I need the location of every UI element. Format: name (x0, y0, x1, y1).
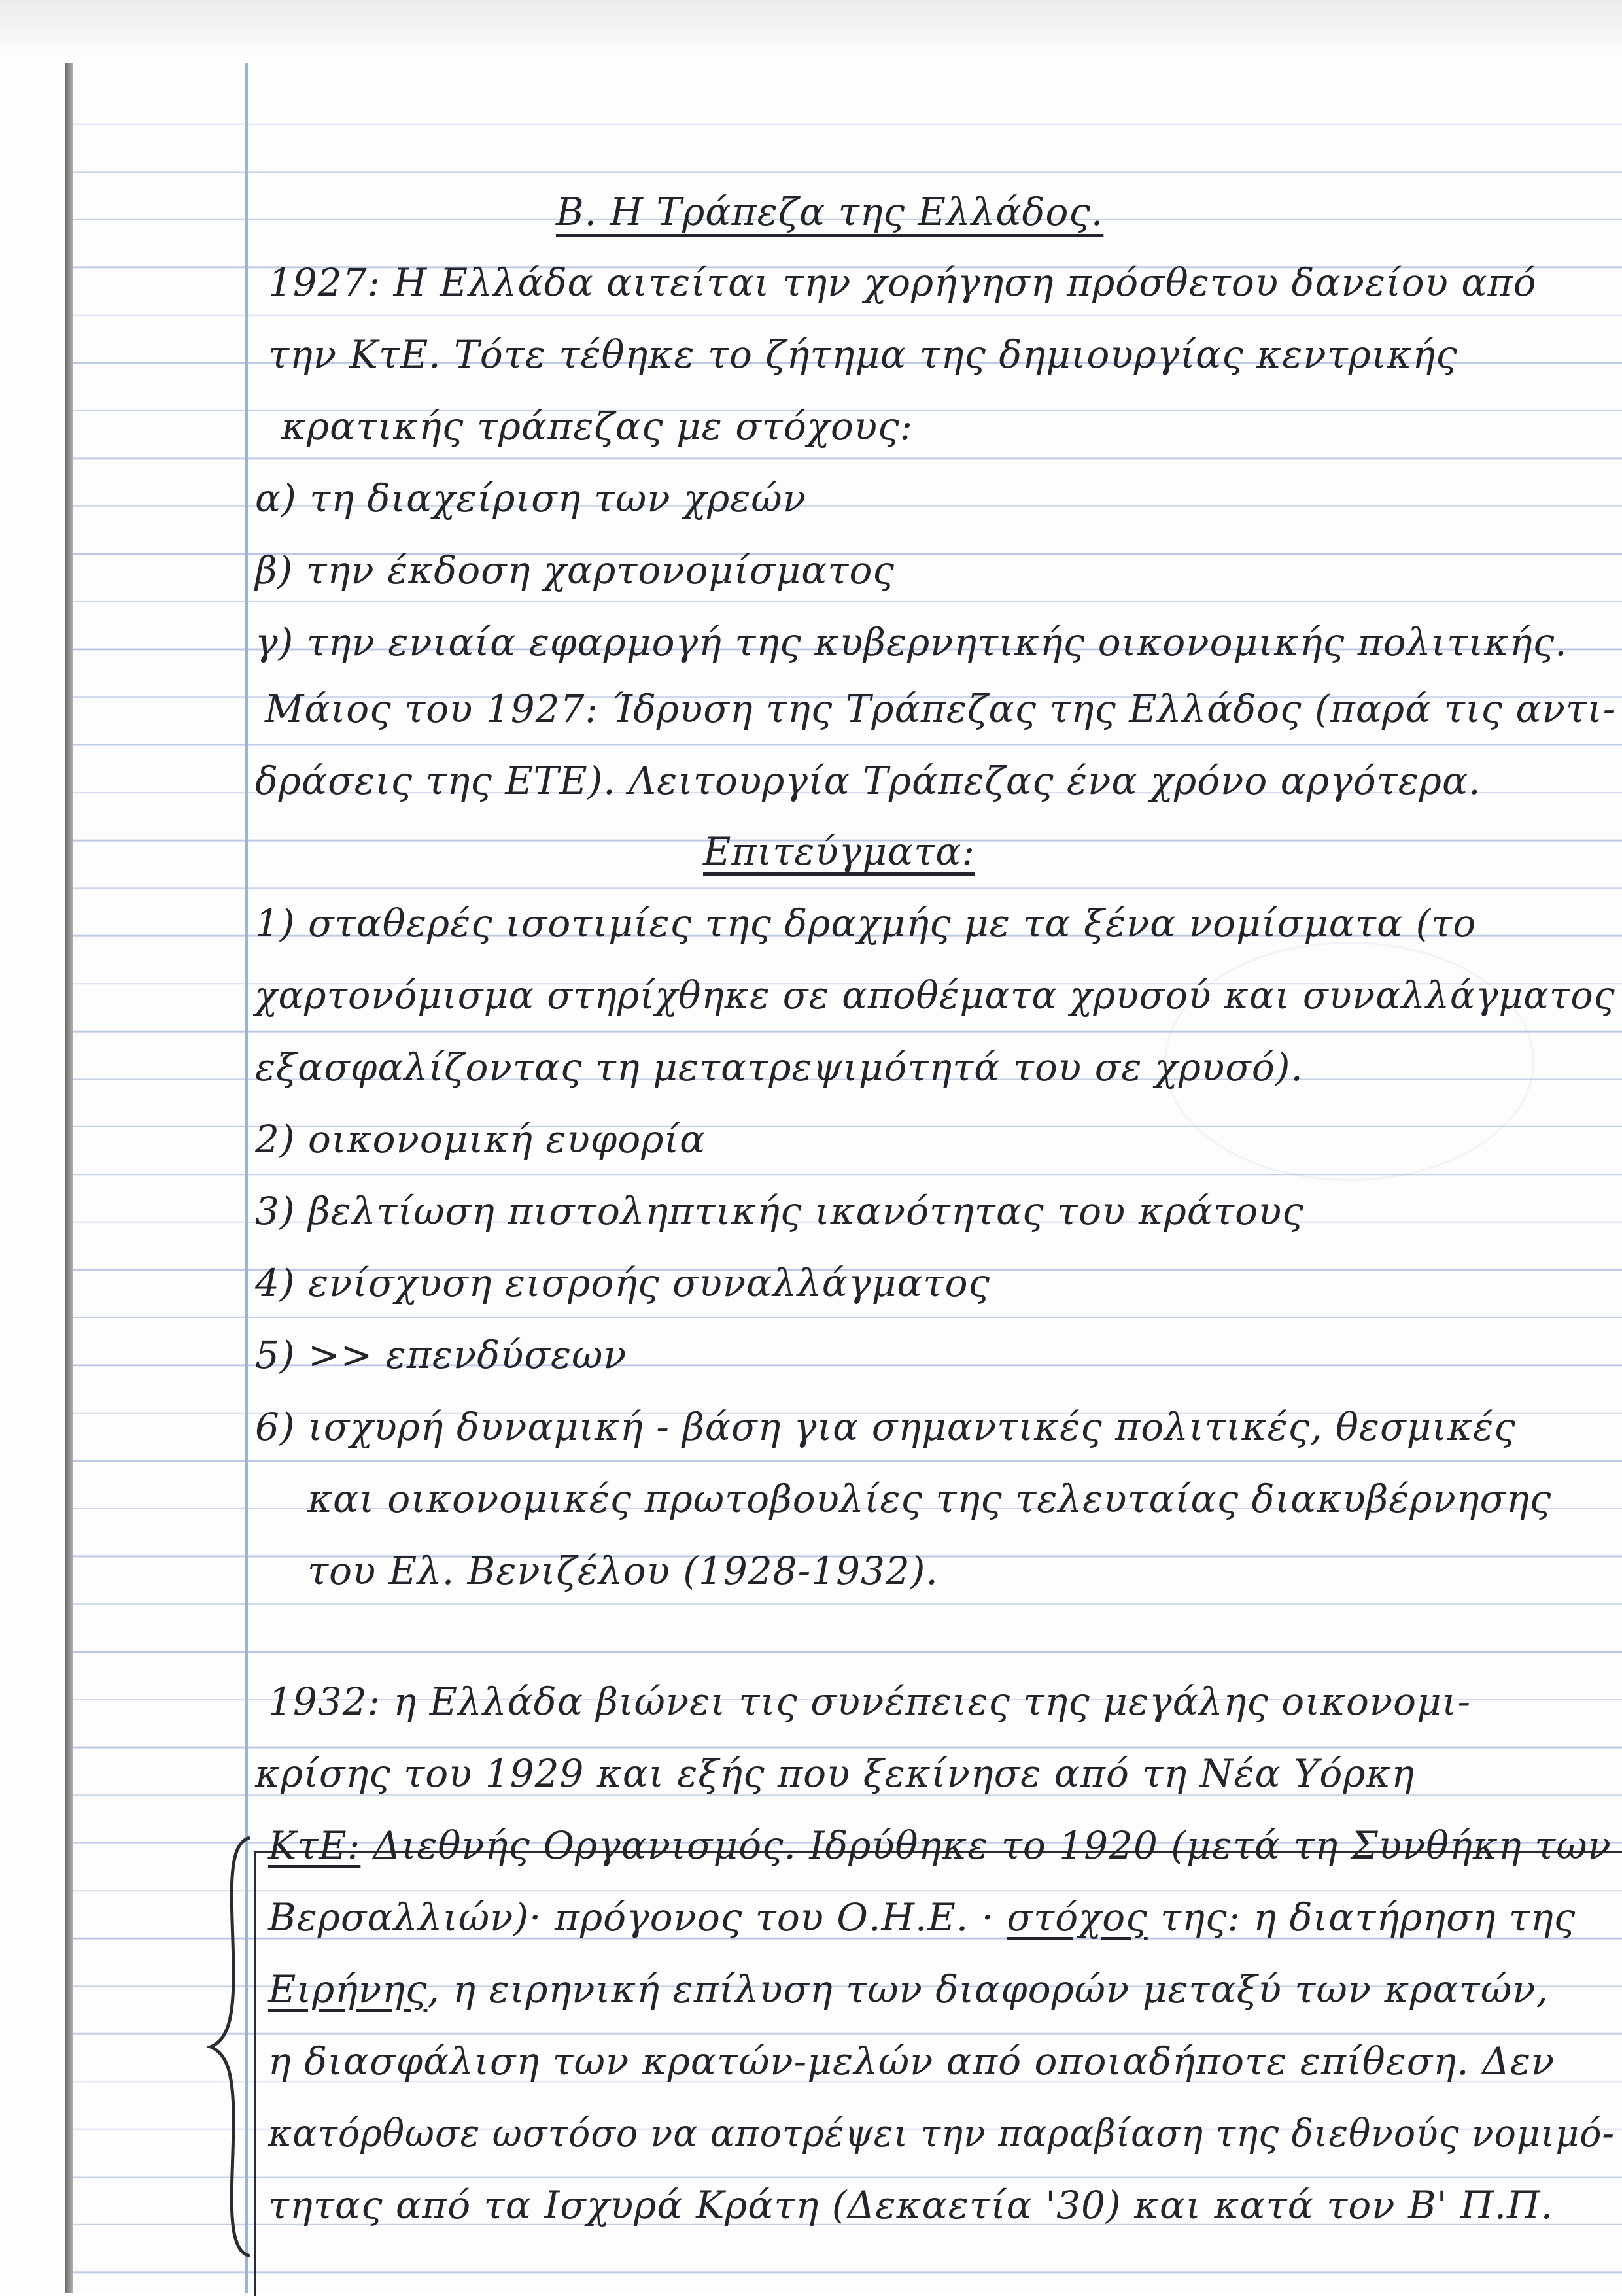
box-line-3-text: , η ειρηνική επίλυση των διαφορών μεταξύ των κρατών, (427, 1967, 1549, 2012)
goal-a: α) τη διαχείριση των χρεών (255, 476, 806, 521)
box-line-4: η διασφάλιση των κρατών-μελών από οποιαδήποτε επίθεση. Δεν (268, 2039, 1555, 2083)
effect-line-7: 5) >> επενδύσεων (255, 1333, 627, 1377)
effect-line-9: και οικονομικές πρωτοβουλίες της τελευταίας διακυβέρνησης (307, 1477, 1552, 1521)
peace-word: Ειρήνης (268, 1967, 428, 2012)
effect-line-8: 6) ισχυρή δυναμική - βάση για σημαντικές πολιτικές, θεσμικές (255, 1405, 1516, 1449)
effect-line-10: του Ελ. Βενιζέλου (1928-1932). (307, 1549, 939, 1593)
founding-line-2: δράσεις της ΕΤΕ). Λειτουργία Τράπεζας ένα χρόνο αργότερα. (255, 759, 1481, 803)
intro-line-3: κρατικής τράπεζας με στόχους: (281, 404, 914, 449)
paper-edge-shadow (65, 63, 73, 2293)
goal-b: β) την έκδοση χαρτονομίσματος (255, 548, 895, 592)
intro-line-2: την ΚτΕ. Τότε τέθηκε το ζήτημα της δημιουργίας κεντρικής (268, 332, 1458, 377)
effect-line-3: εξασφαλίζοντας τη μετατρεψιμότητά του σε χρυσό). (255, 1045, 1303, 1089)
page-title: Β. Η Τράπεζα της Ελλάδος. (556, 190, 1104, 234)
crisis-line-2: κρίσης του 1929 και εξής που ξεκίνησε από τη Νέα Υόρκη (255, 1751, 1415, 1796)
intro-line-1: 1927: Η Ελλάδα αιτείται την χορήγηση πρόσθετου δανείου από (268, 260, 1537, 305)
box-line-3 (268, 1967, 1549, 2012)
goal-c: γ) την ενιαία εφαρμογή της κυβερνητικής οικονομικής πολιτικής. (255, 620, 1568, 664)
effects-heading: Επιτεύγματα: (703, 829, 975, 874)
box-line-5: κατόρθωσε ωστόσο να αποτρέψει την παραβίαση της διεθνούς νομιμό- (268, 2111, 1615, 2155)
box-line-2-start: Βερσαλλιών)· πρόγονος του Ο.Η.Ε. · (268, 1895, 1007, 1940)
box-line-1 (268, 1823, 1612, 1868)
goal-label: στόχος (1007, 1895, 1148, 1940)
effect-line-6: 4) ενίσχυση εισροής συναλλάγματος (255, 1261, 990, 1305)
founding-line-1: Μάιος του 1927: Ίδρυση της Τράπεζας της Ελλάδος (παρά τις αντι- (265, 687, 1617, 731)
effect-line-2: χαρτονόμισμα στηρίχθηκε σε αποθέματα χρυσού και συναλλάγματος (255, 973, 1615, 1018)
box-line-2-end: της: η διατήρηση της (1147, 1895, 1576, 1940)
box-line-6: τητας από τα Ισχυρά Κράτη (Δεκαετία '30) και κατά τον Β' Π.Π. (268, 2183, 1554, 2227)
effect-line-5: 3) βελτίωση πιστοληπτικής ικανότητας του κράτους (255, 1189, 1304, 1233)
scan-top-shadow (0, 0, 1622, 63)
kte-label: ΚτΕ: (268, 1823, 361, 1868)
effect-line-4: 2) οικονομική ευφορία (255, 1117, 706, 1161)
curly-brace (204, 1831, 263, 2263)
effect-line-1: 1) σταθερές ισοτιμίες της δραχμής με τα ξένα νομίσματα (το (255, 901, 1477, 946)
crisis-line-1: 1932: η Ελλάδα βιώνει τις συνέπειες της μεγάλης οικονομι- (268, 1679, 1472, 1724)
box-line-1-text: Διεθνής Οργανισμός. Ιδρύθηκε το 1920 (μετά τη Συνθήκη των (360, 1823, 1612, 1868)
box-line-2 (268, 1895, 1576, 1940)
